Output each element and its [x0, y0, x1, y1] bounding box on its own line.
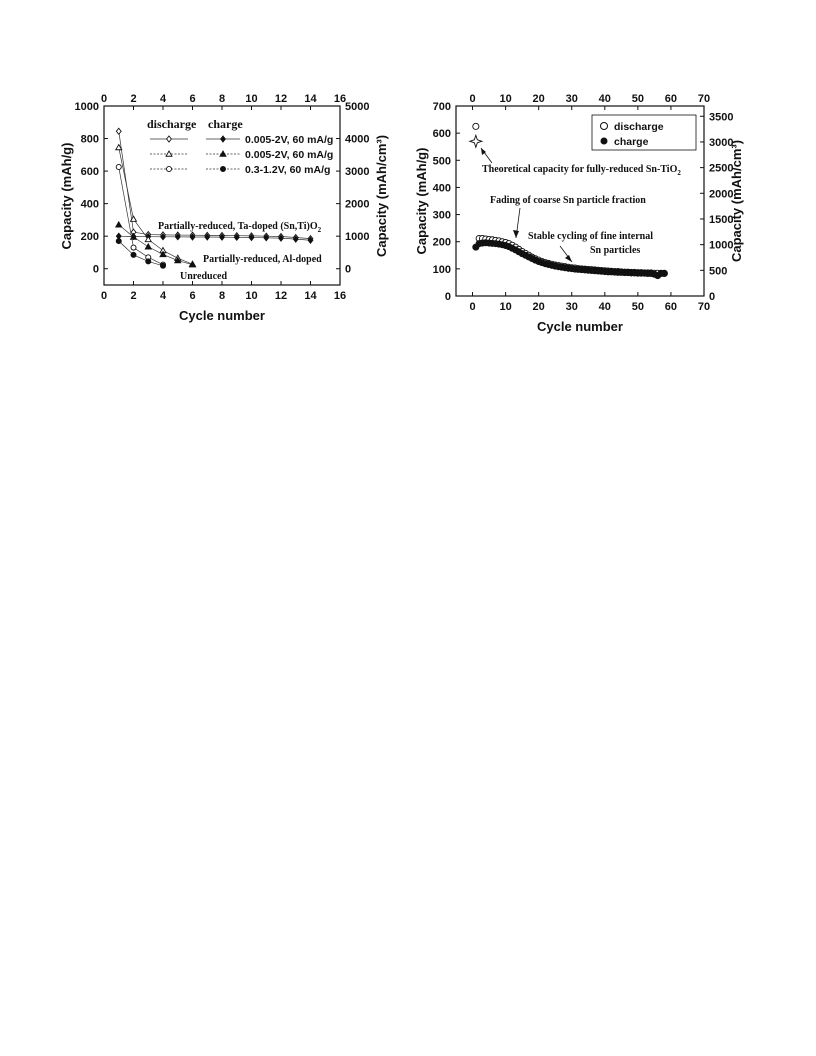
left-y-right-tick-label: 5000 — [345, 101, 370, 113]
right-x-top-tick-label: 50 — [631, 93, 644, 105]
right-y-tick-label: 300 — [432, 209, 451, 222]
left-data-point — [131, 245, 136, 250]
left-y-tick-label: 800 — [80, 133, 99, 146]
right-x-tick-label: 30 — [565, 301, 578, 313]
right-y-right-tick-label: 1500 — [709, 213, 734, 226]
right-x-top-tick-label: 70 — [697, 93, 711, 105]
legend-charge-marker — [601, 138, 608, 145]
legend-discharge-marker — [601, 123, 608, 130]
left-x-tick-label: 4 — [159, 290, 167, 302]
right-x-top-tick-label: 20 — [532, 93, 545, 105]
left-y-tick-label: 400 — [80, 198, 99, 211]
right-y-axis-label: Capacity (mAh/g) — [414, 147, 429, 255]
right-data-point-charge — [661, 270, 667, 276]
left-x-tick-label: 8 — [218, 290, 226, 302]
left-y-tick-label: 0 — [92, 263, 99, 276]
left-y-right-axis-label: Capacity (mAh/cm³) — [374, 134, 389, 258]
left-y-tick-label: 600 — [80, 166, 99, 179]
left-y-axis-label: Capacity (mAh/g) — [59, 142, 74, 250]
left-x-tick-label: 6 — [189, 290, 196, 302]
legend-row-2: 0.005-2V, 60 mA/g — [245, 149, 334, 161]
left-x-tick-label: 0 — [100, 290, 108, 302]
arrowhead-stable — [565, 255, 572, 262]
right-x-tick-label: 10 — [499, 301, 512, 313]
right-y-tick-label: 400 — [432, 182, 451, 195]
left-x-top-tick-label: 12 — [274, 93, 288, 105]
theoretical-capacity-star-marker — [470, 135, 482, 147]
left-x-top-tick-label: 8 — [218, 93, 226, 105]
right-x-top-tick-label: 10 — [499, 93, 512, 105]
left-data-point — [145, 244, 151, 249]
right-legend — [592, 115, 696, 150]
left-x-tick-label: 16 — [333, 290, 347, 302]
legend-discharge-label: discharge — [614, 121, 664, 133]
right-y-right-tick-label: 0 — [709, 291, 716, 303]
left-x-top-tick-label: 2 — [130, 93, 137, 105]
right-x-tick-label: 50 — [631, 301, 644, 313]
right-y-right-tick-label: 3000 — [709, 136, 734, 149]
left-y-right-tick-label: 2000 — [345, 198, 370, 211]
annotation-fading: Fading of coarse Sn particle fraction — [490, 195, 646, 206]
right-y-right-tick-label: 2500 — [709, 162, 734, 175]
annotation-stable-2: Sn particles — [590, 245, 641, 256]
left-y-right-tick-label: 3000 — [345, 166, 370, 179]
annotation-ta-doped: Partially-reduced, Ta-doped $(Sn,Ti)O_2$ — [158, 221, 322, 234]
right-y-tick-label: 500 — [432, 155, 451, 168]
right-x-tick-label: 70 — [697, 301, 711, 313]
left-data-point — [116, 164, 121, 169]
right-x-top-tick-label: 40 — [598, 93, 611, 105]
legend-marker-discharge — [166, 151, 172, 156]
right-y-tick-label: 100 — [432, 263, 451, 276]
left-x-tick-label: 2 — [130, 290, 137, 302]
legend-heading-discharge: discharge — [147, 117, 197, 131]
left-data-point — [146, 259, 151, 264]
right-y-right-axis-label: Capacity (mAh/cm³) — [729, 139, 744, 263]
arrowhead-fading — [513, 230, 519, 238]
left-x-top-tick-label: 10 — [245, 93, 258, 105]
left-y-tick-label: 1000 — [74, 101, 99, 113]
right-data-point-discharge — [473, 123, 479, 129]
right-x-top-tick-label: 60 — [664, 93, 678, 105]
annotation-unreduced: Unreduced — [180, 271, 228, 282]
left-x-top-tick-label: 6 — [189, 93, 196, 105]
legend-marker-discharge — [166, 166, 171, 171]
left-x-top-tick-label: 4 — [159, 93, 167, 105]
right-x-tick-label: 60 — [664, 301, 678, 313]
left-y-right-tick-label: 0 — [345, 263, 352, 276]
right-x-tick-label: 20 — [532, 301, 545, 313]
left-x-tick-label: 12 — [274, 290, 288, 302]
legend-marker-discharge — [167, 136, 172, 142]
left-x-top-tick-label: 0 — [100, 93, 108, 105]
left-x-tick-label: 14 — [304, 290, 317, 302]
right-y-tick-label: 700 — [432, 101, 451, 113]
right-y-right-tick-label: 500 — [709, 265, 728, 278]
left-data-point — [116, 128, 121, 134]
left-data-point — [131, 252, 136, 257]
annotation-theoretical: Theoretical capacity for fully-reduced Sn-TiO$_2$ — [482, 164, 681, 177]
chart-left — [59, 93, 389, 323]
left-legend — [147, 117, 333, 176]
legend-row-3: 0.3-1.2V, 60 mA/g — [245, 164, 331, 176]
legend-marker-charge — [220, 166, 225, 171]
left-data-point — [116, 222, 122, 227]
right-y-right-tick-label: 3500 — [709, 111, 734, 124]
legend-marker-charge — [220, 151, 226, 156]
left-x-top-tick-label: 16 — [333, 93, 347, 105]
right-x-top-tick-label: 30 — [565, 93, 578, 105]
left-x-axis-label: Cycle number — [179, 308, 265, 323]
chart-right — [414, 93, 744, 334]
right-y-tick-label: 200 — [432, 236, 451, 249]
legend-heading-charge: charge — [208, 117, 243, 131]
legend-marker-charge — [221, 136, 226, 142]
left-series-line — [119, 167, 163, 265]
right-x-top-tick-label: 0 — [469, 93, 476, 105]
right-y-right-tick-label: 1000 — [709, 239, 734, 252]
annotation-al-doped: Partially-reduced, Al-doped — [203, 254, 322, 265]
left-x-tick-label: 10 — [245, 290, 258, 302]
left-y-right-tick-label: 1000 — [345, 231, 370, 244]
left-x-top-tick-label: 14 — [304, 93, 317, 105]
right-y-tick-label: 600 — [432, 128, 451, 141]
right-y-tick-label: 0 — [444, 291, 451, 303]
annotation-stable-1: Stable cycling of fine internal — [528, 231, 653, 242]
right-y-right-tick-label: 2000 — [709, 188, 734, 201]
left-series-line — [119, 241, 163, 266]
right-x-tick-label: 40 — [598, 301, 611, 313]
right-x-tick-label: 0 — [469, 301, 476, 313]
right-x-axis-label: Cycle number — [537, 319, 623, 334]
left-y-tick-label: 200 — [80, 231, 99, 244]
legend-charge-label: charge — [614, 136, 649, 148]
left-data-point — [160, 263, 165, 268]
legend-row-1: 0.005-2V, 60 mA/g — [245, 134, 334, 146]
left-data-point — [116, 239, 121, 244]
figure — [0, 0, 816, 420]
left-y-right-tick-label: 4000 — [345, 133, 370, 146]
